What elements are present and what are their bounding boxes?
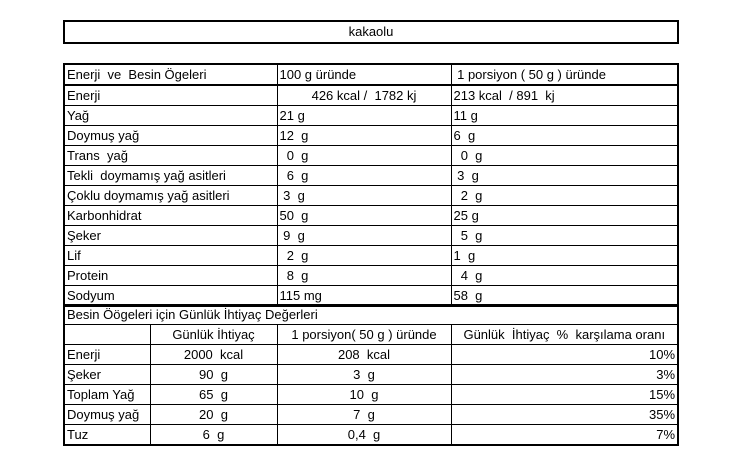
daily-header-row [64, 325, 678, 345]
coverage-percent: 15% [451, 385, 678, 405]
value-100g: 115 mg [277, 286, 451, 307]
value-portion: 3 g [451, 166, 678, 186]
nutrient-name: Protein [64, 266, 277, 286]
value-portion: 213 kcal / 891 kj [451, 85, 678, 106]
table-row [64, 186, 678, 206]
nutrition-header-row [64, 64, 678, 85]
value-portion: 11 g [451, 106, 678, 126]
table-row [64, 266, 678, 286]
header-daily-need: Günlük İhtiyaç [150, 325, 277, 345]
value-portion: 25 g [451, 206, 678, 226]
nutrient-name: Enerji [64, 85, 277, 106]
value-100g: 21 g [277, 106, 451, 126]
value-100g: 8 g [277, 266, 451, 286]
table-row [64, 206, 678, 226]
value-portion: 58 g [451, 286, 678, 307]
daily-needs-table [63, 304, 679, 446]
daily-section-title-row [64, 305, 678, 325]
table-row [64, 246, 678, 266]
nutrient-name: Çoklu doymamış yağ asitleri [64, 186, 277, 206]
value-portion: 4 g [451, 266, 678, 286]
product-title: kakaolu [63, 20, 679, 44]
value-portion: 5 g [451, 226, 678, 246]
value-portion: 0 g [451, 146, 678, 166]
table-row [64, 146, 678, 166]
table-row [64, 286, 678, 307]
table-row [64, 166, 678, 186]
value-100g: 0 g [277, 146, 451, 166]
daily-nutrient-name: Toplam Yağ [64, 385, 150, 405]
value-portion: 6 g [451, 126, 678, 146]
portion-value: 208 kcal [277, 345, 451, 365]
table-row [64, 365, 678, 385]
header-per-portion: 1 porsiyon ( 50 g ) üründe [451, 64, 678, 85]
daily-need-value: 20 g [150, 405, 277, 425]
nutrient-name: Şeker [64, 226, 277, 246]
daily-need-value: 65 g [150, 385, 277, 405]
nutrient-name: Lif [64, 246, 277, 266]
nutrient-name: Doymuş yağ [64, 126, 277, 146]
table-row [64, 106, 678, 126]
daily-need-value: 90 g [150, 365, 277, 385]
value-100g: 2 g [277, 246, 451, 266]
nutrient-name: Trans yağ [64, 146, 277, 166]
daily-need-value: 6 g [150, 425, 277, 446]
table-row [64, 126, 678, 146]
portion-value: 7 g [277, 405, 451, 425]
coverage-percent: 3% [451, 365, 678, 385]
header-portion: 1 porsiyon( 50 g ) üründe [277, 325, 451, 345]
table-row [64, 405, 678, 425]
value-100g: 6 g [277, 166, 451, 186]
portion-value: 0,4 g [277, 425, 451, 446]
daily-section-title: Besin Öögeleri için Günlük İhtiyaç Değerleri [64, 305, 678, 325]
value-100g: 426 kcal / 1782 kj [277, 85, 451, 106]
nutrient-name: Tekli doymamış yağ asitleri [64, 166, 277, 186]
nutrient-name: Yağ [64, 106, 277, 126]
value-100g: 9 g [277, 226, 451, 246]
daily-nutrient-name: Doymuş yağ [64, 405, 150, 425]
coverage-percent: 10% [451, 345, 678, 365]
table-row [64, 385, 678, 405]
value-100g: 3 g [277, 186, 451, 206]
portion-value: 10 g [277, 385, 451, 405]
value-100g: 50 g [277, 206, 451, 226]
nutrient-name: Sodyum [64, 286, 277, 307]
daily-header-blank [64, 325, 150, 345]
table-row [64, 345, 678, 365]
value-100g: 12 g [277, 126, 451, 146]
value-portion: 1 g [451, 246, 678, 266]
coverage-percent: 7% [451, 425, 678, 446]
portion-value: 3 g [277, 365, 451, 385]
value-portion: 2 g [451, 186, 678, 206]
daily-need-value: 2000 kcal [150, 345, 277, 365]
daily-nutrient-name: Şeker [64, 365, 150, 385]
header-per-100g: 100 g üründe [277, 64, 451, 85]
header-coverage: Günlük İhtiyaç % karşılama oranı [451, 325, 678, 345]
table-row [64, 226, 678, 246]
nutrition-table [63, 63, 679, 307]
coverage-percent: 35% [451, 405, 678, 425]
nutrient-name: Karbonhidrat [64, 206, 277, 226]
daily-nutrient-name: Tuz [64, 425, 150, 446]
table-row [64, 85, 678, 106]
header-nutrient: Enerji ve Besin Ögeleri [64, 64, 277, 85]
daily-nutrient-name: Enerji [64, 345, 150, 365]
table-row [64, 425, 678, 446]
